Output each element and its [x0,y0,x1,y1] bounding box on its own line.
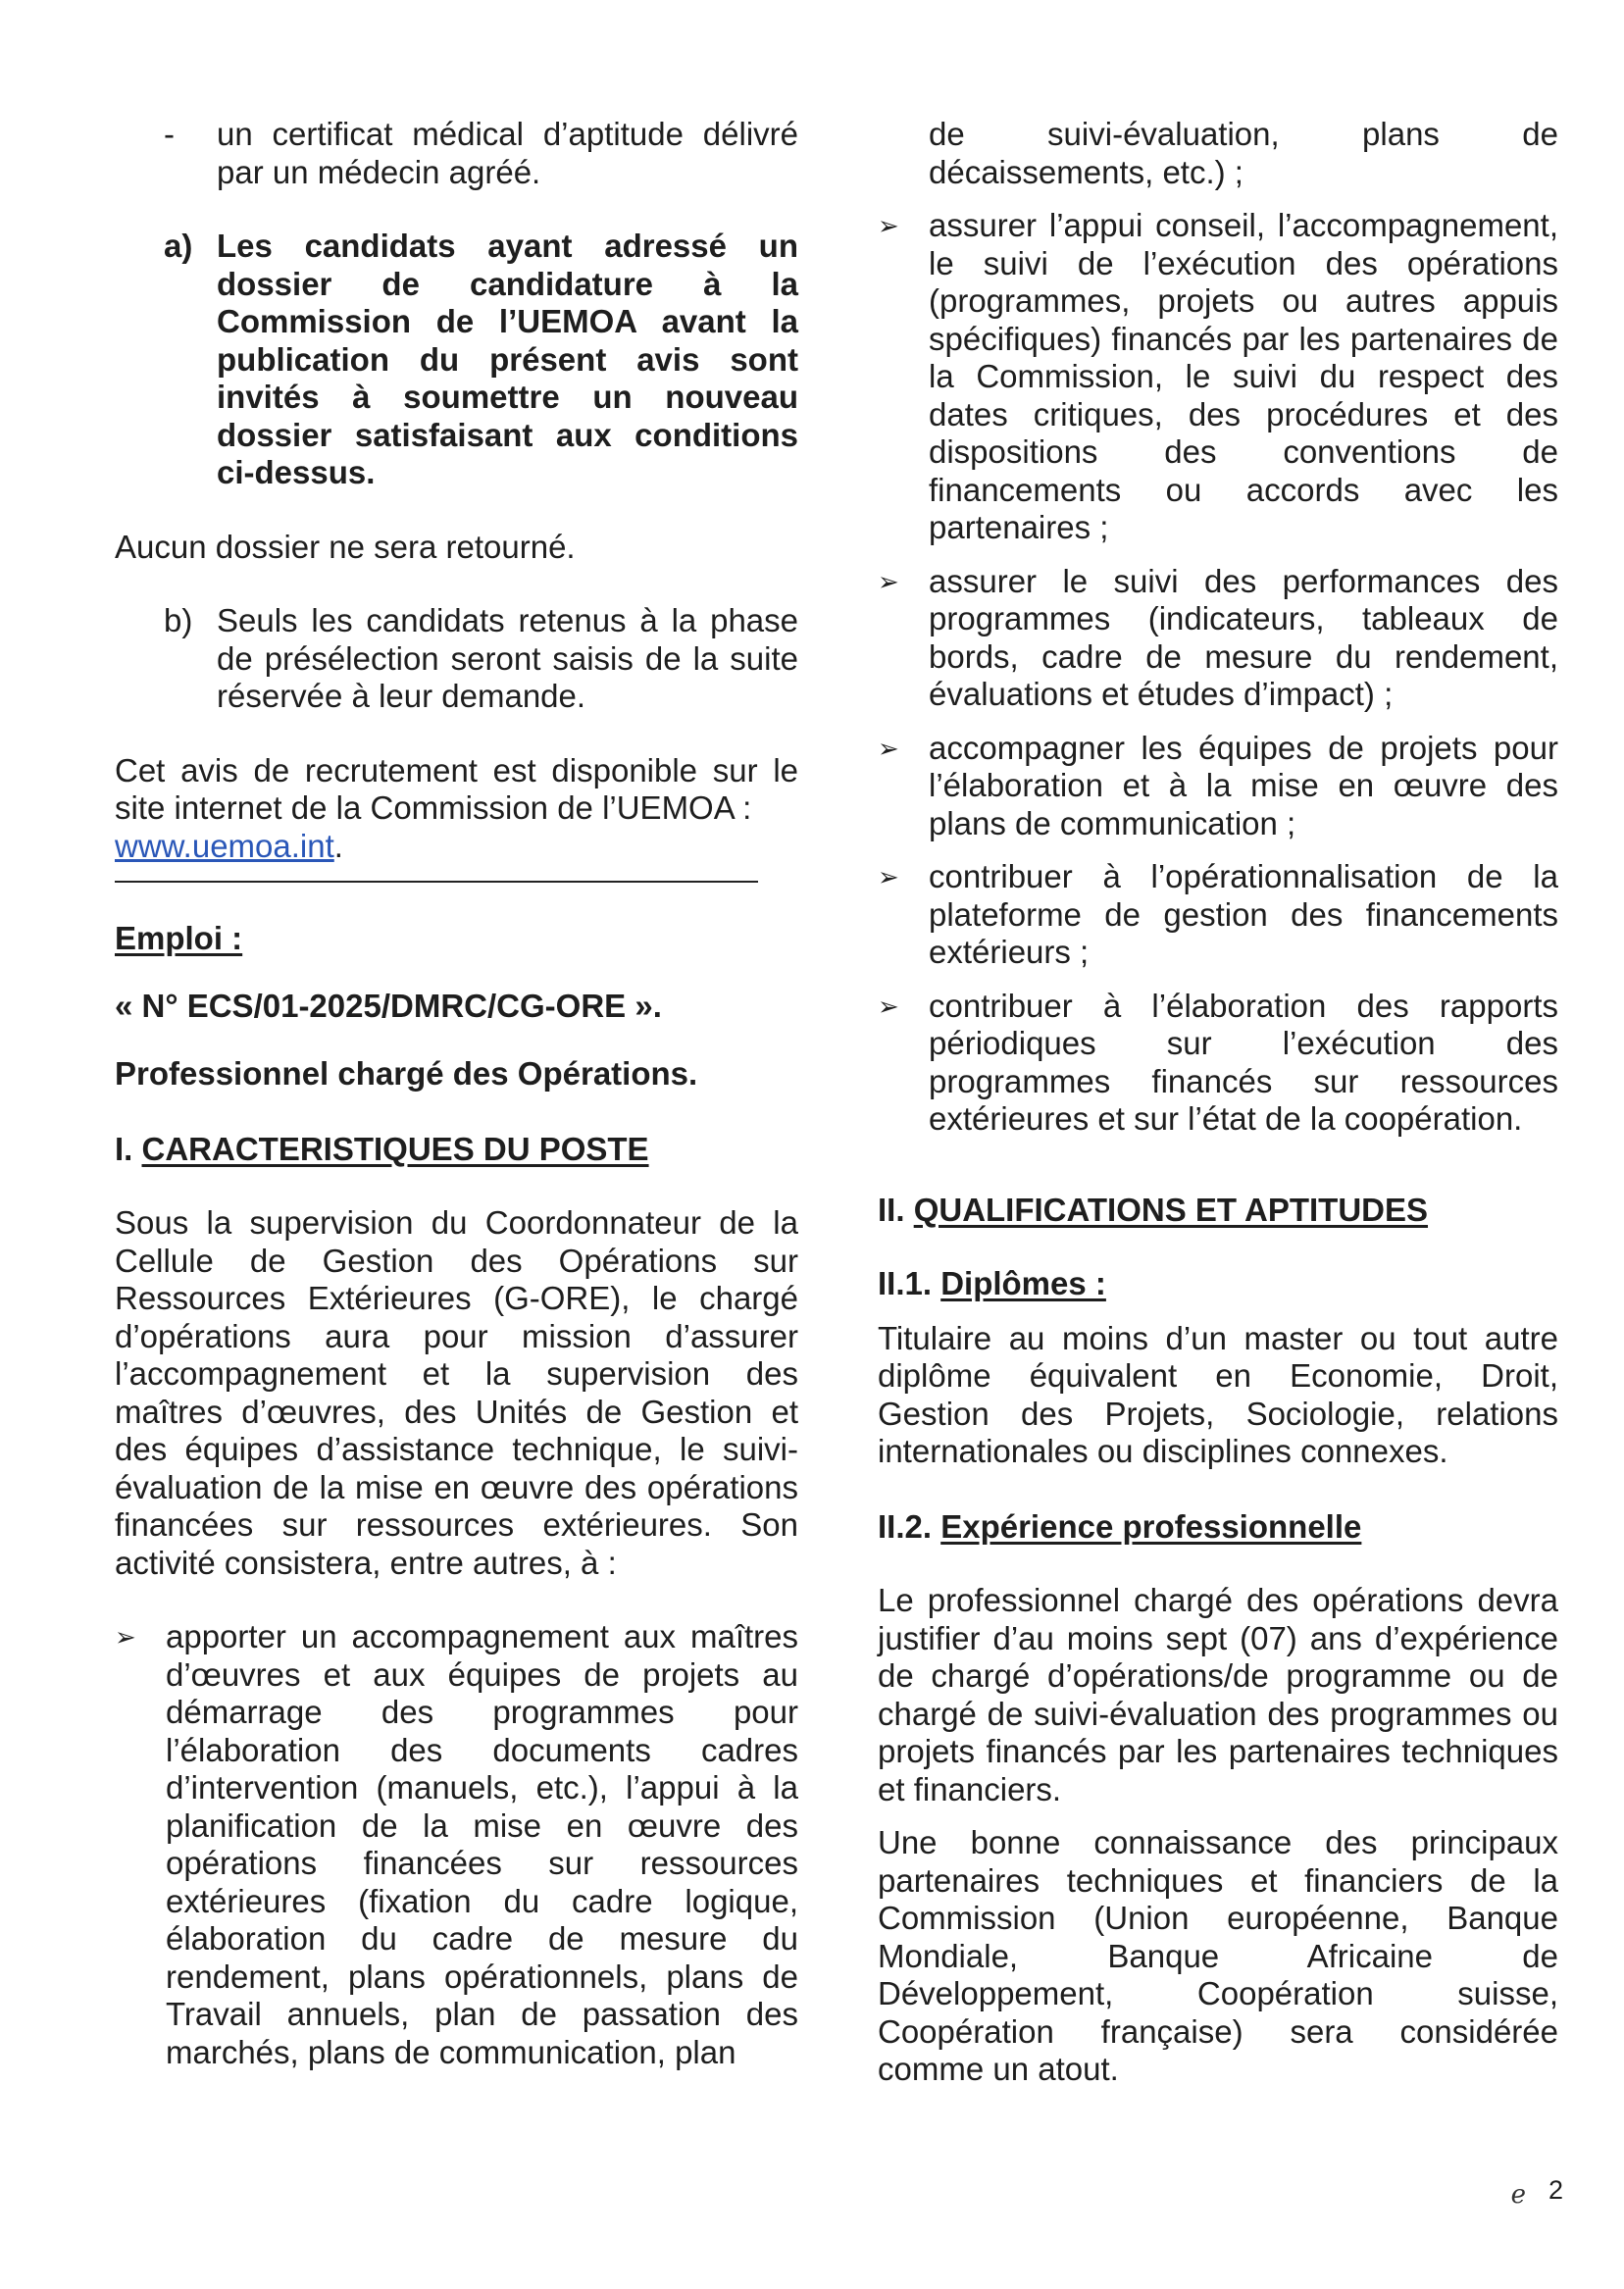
item-a-text: Les candidats ayant adressé un dossier de candidature à la Commission de l’UEMOA avant la publication du présent avis sont invités à soumettre un nouveau dossier satisfaisant aux conditions ci-dessus. [217,228,798,490]
arrow-bullet-icon: ➢ [878,566,899,596]
subsection1-heading [878,1265,1558,1303]
section2-title: QUALIFICATIONS ET APTITUDES [913,1191,1429,1228]
arrow-bullet-icon: ➢ [878,862,899,891]
right-column [878,116,1558,2089]
arrow-bullet-icon: ➢ [878,211,899,240]
bullet-list-item [878,988,1558,1139]
dash-list-item [115,116,798,191]
arrow-bullet-icon: ➢ [878,733,899,763]
section2-heading [878,1192,1558,1230]
section1-number: I. [115,1130,133,1167]
section2-number: II. [878,1191,905,1228]
bullet-text: assurer le suivi des performances des programmes (indicateurs, tableaux de bords, cadre de mesure du rendement, évaluations et études d’impact) ; [929,562,1558,712]
section1-heading [115,1131,798,1169]
bullet-list-item [878,730,1558,843]
subsection2-body-1: Le professionnel chargé des opérations devra justifier d’au moins sept (07) ans d’expérience de chargé d’opérations/de programme ou de chargé de suivi-évaluation des programmes ou projets financés par les partenaires techniques et financiers. [878,1582,1558,1807]
availability-text: Cet avis de recrutement est disponible sur le site internet de la Commission de l’UEMOA : [115,751,798,826]
emploi-label: Emploi : [115,920,243,956]
bullet-list-item [878,563,1558,714]
bullet-text: contribuer à l’élaboration des rapports périodiques sur l’exécution des programmes financés sur ressources extérieures et sur l’état de la coopération. [929,987,1558,1137]
arrow-bullet-icon: ➢ [115,1622,136,1652]
bullet-text: accompagner les équipes de projets pour l’élaboration et à la mise en œuvre des plans de communication ; [929,729,1558,841]
subsection1-number: II.1. [878,1265,933,1301]
initials-mark: e [1510,2180,1526,2210]
bullet-list-item [878,858,1558,972]
subsection2-number: II.2. [878,1507,933,1545]
bullet-list-item [878,207,1558,547]
dash-item-text: un certificat médical d’aptitude délivré par un médecin agréé. [217,116,798,190]
item-b [115,602,798,716]
item-b-text: Seuls les candidats retenus à la phase de présélection seront saisis de la suite réservée à leur demande. [217,602,798,714]
item-a [115,228,798,492]
separator-rule [115,881,758,883]
subsection1-title: Diplômes : [940,1265,1106,1301]
section1-body: Sous la supervision du Coordonnateur de la Cellule de Gestion des Opérations sur Ressources Extérieures (G-ORE), le chargé d’opérations aura pour mission d’assurer l’accompagnement et la supervision des maîtres d’œuvres, des Unités de Gestion et des équipes d’assistance technique, le suivi-évaluation de la mise en œuvre des opérations financées sur ressources extérieures. Son activité consistera, entre autres, à : [115,1204,798,1581]
website-suffix: . [333,827,343,864]
dash-marker: - [164,116,175,152]
page-number: 2 [1548,2175,1563,2205]
left-column [115,116,798,2071]
bullet-text: contribuer à l’opérationnalisation de la plateforme de gestion des financements extérieurs ; [929,858,1558,970]
subsection2-body-2: Une bonne connaissance des principaux partenaires techniques et financiers de la Commission (Union européenne, Banque Mondiale, Banque Africaine de Développement, Coopération suisse, Coopération française) sera considérée comme un atout. [878,1824,1558,2087]
subsection2-heading [878,1508,1558,1547]
website-link[interactable]: www.uemoa.int [115,827,334,864]
subsection2-title: Expérience professionnelle [940,1507,1362,1545]
availability-paragraph [115,752,798,866]
arrow-bullet-icon: ➢ [878,991,899,1021]
item-b-label: b) [164,602,193,638]
section1-title: CARACTERISTIQUES DU POSTE [141,1130,649,1167]
bullet-list-item [115,1618,798,2071]
item-a-label: a) [164,228,193,264]
job-title: Professionnel chargé des Opérations. [115,1055,698,1092]
bullet-text: assurer l’appui conseil, l’accompagnement, le suivi de l’exécution des opérations (programmes, projets ou autres appuis spécifiques) financés par les partenaires de la Commission, le suivi du respect des dates critiques, des procédures et des dispositions des conventions de financements ou accords avec les partenaires ; [929,207,1558,545]
bullet-text: apporter un accompagnement aux maîtres d’œuvres et aux équipes de projets au démarrage des programmes pour l’élaboration des documents cadres d’intervention (manuels, etc.), l’appui à la planification de la mise en œuvre des opérations financées sur ressources extérieures (fixation du cadre logique, élaboration du cadre de mesure du rendement, plans opérationnels, plans de Travail annuels, plan de passation des marchés, plans de communication, plan [166,1618,798,2070]
job-reference: « N° ECS/01-2025/DMRC/CG-ORE ». [115,987,662,1024]
bullet-continuation: de suivi-évaluation, plans de décaissements, etc.) ; [929,116,1558,190]
no-return-text: Aucun dossier ne sera retourné. [115,528,576,565]
subsection1-body: Titulaire au moins d’un master ou tout autre diplôme équivalent en Economie, Droit, Gestion des Projets, Sociologie, relations internationales ou disciplines connexes. [878,1319,1558,1469]
